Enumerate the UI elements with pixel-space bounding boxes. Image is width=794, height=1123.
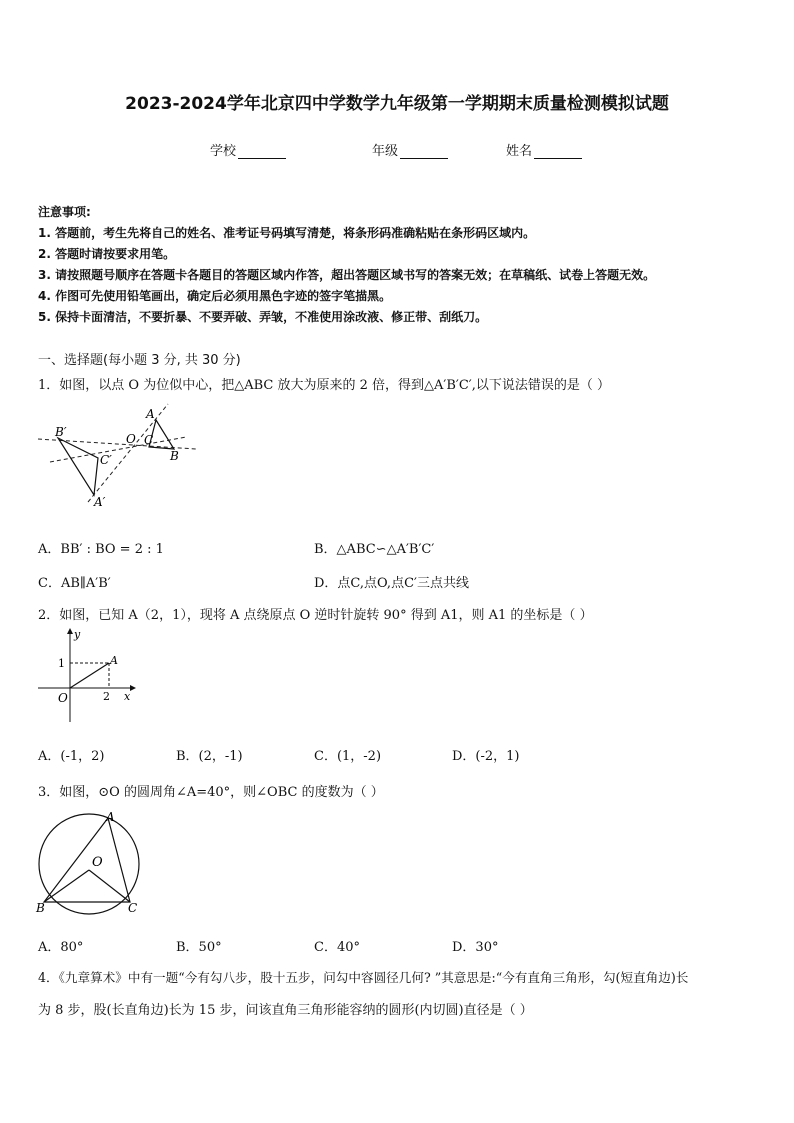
question-1-option-b: B．△ABC∽△A′B′C′: [314, 542, 435, 557]
question-2-option-a: A．(-1，2): [38, 749, 105, 764]
segment-oc: [89, 870, 130, 902]
note-item: 3. 请按照题号顺序在答题卡各题目的答题区域内作答，超出答题区域书写的答案无效；在草稿纸、试卷上答题无效。: [38, 268, 656, 282]
question-3-option-d: D．30°: [452, 940, 499, 955]
school-label: 学校: [210, 144, 237, 159]
question-2-figure: [36, 626, 136, 726]
label-o: O: [58, 691, 68, 705]
name-field: [506, 140, 582, 159]
name-label: 姓名: [506, 144, 533, 159]
label-a: A: [146, 407, 155, 421]
label-tick-1: 1: [58, 657, 65, 670]
page-title: 2023-2024学年北京四中学数学九年级第一学期期末质量检测模拟试题: [125, 94, 669, 114]
notes-heading: 注意事项:: [38, 205, 91, 219]
label-a: A: [110, 654, 118, 667]
question-3-stem: 3．如图，⊙O 的圆周角∠A=40°，则∠OBC 的度数为（ ）: [38, 785, 384, 800]
note-item: 4. 作图可先使用铅笔画出，确定后必须用黑色字迹的签字笔描黑。: [38, 289, 392, 303]
note-item: 2. 答题时请按要求用笔。: [38, 247, 176, 261]
segment-ob: [44, 870, 89, 902]
segment-oa: [70, 663, 109, 688]
grade-field: [372, 140, 448, 159]
name-blank: [534, 145, 582, 159]
question-3-option-c: C．40°: [314, 940, 360, 955]
question-1-option-d: D．点C,点O,点C′三点共线: [314, 576, 469, 591]
triangle-abc: [44, 818, 130, 902]
y-axis-arrow: [67, 628, 73, 634]
label-b: B: [170, 449, 179, 463]
question-3-option-b: B．50°: [176, 940, 222, 955]
section-heading: 一、选择题(每小题 3 分, 共 30 分): [38, 353, 241, 368]
label-tick-2: 2: [103, 690, 110, 703]
question-1-stem: 1．如图，以点 O 为位似中心，把△ABC 放大为原来的 2 倍，得到△A′B′C′,以下说法错误的是（ ）: [38, 378, 610, 393]
circle-o: [39, 814, 139, 914]
question-3-figure: [34, 808, 144, 920]
x-axis-arrow: [130, 685, 136, 691]
label-a: A: [106, 810, 115, 824]
label-c: C: [128, 901, 138, 915]
question-2-option-b: B．(2，-1): [176, 749, 243, 764]
question-2-stem: 2．如图，已知 A（2，1），现将 A 点绕原点 O 逆时针旋转 90° 得到 A1，则 A1 的坐标是（ ）: [38, 608, 593, 623]
label-c-prime: C′: [100, 453, 112, 467]
label-b: B: [36, 901, 45, 915]
question-1-option-c: C．AB∥A′B′: [38, 576, 111, 591]
question-1-option-a: A．BB′ : BO = 2 : 1: [38, 542, 164, 557]
note-item: 1. 答题前，考生先将自己的姓名、准考证号码填写清楚，将条形码准确粘贴在条形码区域内。: [38, 226, 536, 240]
label-b-prime: B′: [55, 425, 67, 439]
label-a-prime: A′: [94, 495, 106, 509]
school-blank: [238, 145, 286, 159]
grade-label: 年级: [372, 144, 399, 159]
question-4-stem-line-1: 4．《九章算术》中有一题“今有勾八步，股十五步，问勾中容圆径几何? ”其意思是:“今有直角三角形，勾(短直角边)长: [38, 970, 689, 985]
question-2-option-d: D．(-2，1): [452, 749, 520, 764]
label-y: y: [74, 628, 81, 641]
grade-blank: [400, 145, 448, 159]
triangle-a-prime-b-prime-c-prime: [58, 438, 98, 495]
label-o: O: [92, 855, 103, 870]
label-c: C: [144, 433, 154, 447]
question-4-stem-line-2: 为 8 步，股(长直角边)长为 15 步，问该直角三角形能容纳的圆形(内切圆)直径是（ ）: [38, 1003, 533, 1018]
question-3-option-a: A．80°: [38, 940, 84, 955]
question-2-option-c: C．(1，-2): [314, 749, 382, 764]
label-o: O: [126, 432, 136, 446]
question-1-figure: [36, 402, 196, 512]
note-item: 5. 保持卡面清洁，不要折暴、不要弄破、弄皱，不准使用涂改液、修正带、刮纸刀。: [38, 310, 488, 324]
label-x: x: [124, 690, 131, 703]
school-field: [210, 140, 286, 159]
